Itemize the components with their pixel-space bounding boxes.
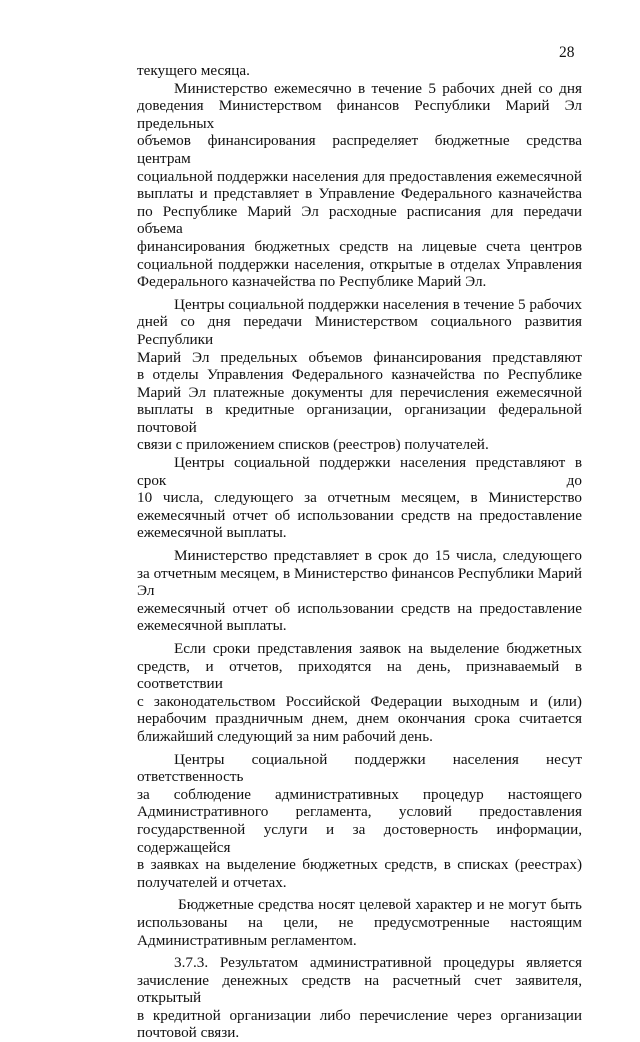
- text-line: нерабочим праздничным днем, днем окончания срока считается: [137, 710, 582, 728]
- paragraph: [137, 454, 582, 542]
- text-line: ближайший следующий за ним рабочий день.: [137, 727, 433, 745]
- document-body: [137, 62, 582, 1042]
- text-line: с законодательством Российской Федерации выходным и (или): [137, 692, 582, 710]
- text-line: по Республике Марий Эл расходные расписания для передачи объема: [137, 202, 582, 238]
- text-line: в отделы Управления Федерального казначейства по Республике: [137, 366, 582, 384]
- paragraph: [137, 896, 582, 949]
- text-line: государственной услуги и за достоверность информации, содержащейся: [137, 820, 582, 856]
- paragraph: [137, 547, 582, 635]
- paragraph: [137, 751, 582, 892]
- paragraph: [137, 62, 582, 80]
- text-line: финансирования бюджетных средств на лицевые счета центров: [137, 237, 582, 255]
- paragraph: [137, 296, 582, 454]
- text-line: Центры социальной поддержки населения в течение 5 рабочих: [174, 295, 582, 313]
- text-line: Бюджетные средства носят целевой характер и не могут быть: [178, 896, 582, 914]
- text-line: связи с приложением списков (реестров) получателей.: [137, 436, 489, 454]
- paragraph: [137, 640, 582, 746]
- text-line: ежемесячный отчет об использовании средств на предоставление: [137, 599, 582, 617]
- text-line: объемов финансирования распределяет бюджетные средства центрам: [137, 132, 582, 167]
- text-line: Марий Эл предельных объемов финансирования представляют: [137, 348, 582, 366]
- text-line: выплаты в кредитные организации, организации федеральной почтовой: [137, 401, 582, 436]
- text-line: Марий Эл платежные документы для перечисления ежемесячной: [137, 383, 582, 401]
- text-line: социальной поддержки населения, открытые в отделах Управления: [137, 255, 582, 273]
- text-line: получателей и отчетах.: [137, 873, 287, 891]
- text-line: в заявках на выделение бюджетных средств, в списках (реестрах): [137, 856, 582, 874]
- text-line: Министерство ежемесячно в течение 5 рабочих дней со дня: [174, 79, 582, 97]
- paragraph: [137, 80, 582, 291]
- text-line: 10 числа, следующего за отчетным месяцем, в Министерство: [137, 489, 582, 507]
- text-line: за соблюдение административных процедур настоящего: [137, 785, 582, 803]
- text-line: Административного регламента, условий предоставления: [137, 803, 582, 821]
- text-line: Если сроки представления заявок на выделение бюджетных: [174, 640, 582, 657]
- page-number: 28: [559, 44, 575, 61]
- text-line: ежемесячной выплаты.: [137, 617, 287, 635]
- text-line: зачисление денежных средств на расчетный счет заявителя, открытый: [137, 971, 582, 1007]
- text-line: Центры социальной поддержки населения несут ответственность: [137, 750, 582, 786]
- text-line: социальной поддержки населения для предоставления ежемесячной: [137, 167, 582, 185]
- text-line: доведения Министерством финансов Республики Марий Эл предельных: [137, 97, 582, 132]
- text-line: ежемесячный отчет об использовании средств на предоставление: [137, 506, 582, 524]
- text-line: использованы на цели, не предусмотренные настоящим: [137, 913, 582, 931]
- text-line: Министерство представляет в срок до 15 числа, следующего: [174, 547, 582, 565]
- text-line: текущего месяца.: [137, 62, 250, 79]
- text-line: Административным регламентом.: [137, 931, 357, 949]
- text-line: выплаты и представляет в Управление Федерального казначейства: [137, 185, 582, 203]
- text-line: 3.7.3. Результатом административной процедуры является: [174, 954, 582, 972]
- text-line: в кредитной организации либо перечисление через организации: [137, 1006, 582, 1024]
- paragraph: [137, 954, 582, 1042]
- text-line: средств, и отчетов, приходятся на день, признаваемый в соответствии: [137, 657, 582, 693]
- text-line: за отчетным месяцем, в Министерство финансов Республики Марий Эл: [137, 564, 582, 600]
- text-line: дней со дня передачи Министерством социального развития Республики: [137, 313, 582, 348]
- text-line: Центры социальной поддержки населения представляют в срок до: [137, 454, 582, 489]
- text-line: почтовой связи.: [137, 1024, 240, 1042]
- text-line: Федерального казначейства по Республике Марий Эл.: [137, 273, 487, 291]
- text-line: ежемесячной выплаты.: [137, 524, 287, 542]
